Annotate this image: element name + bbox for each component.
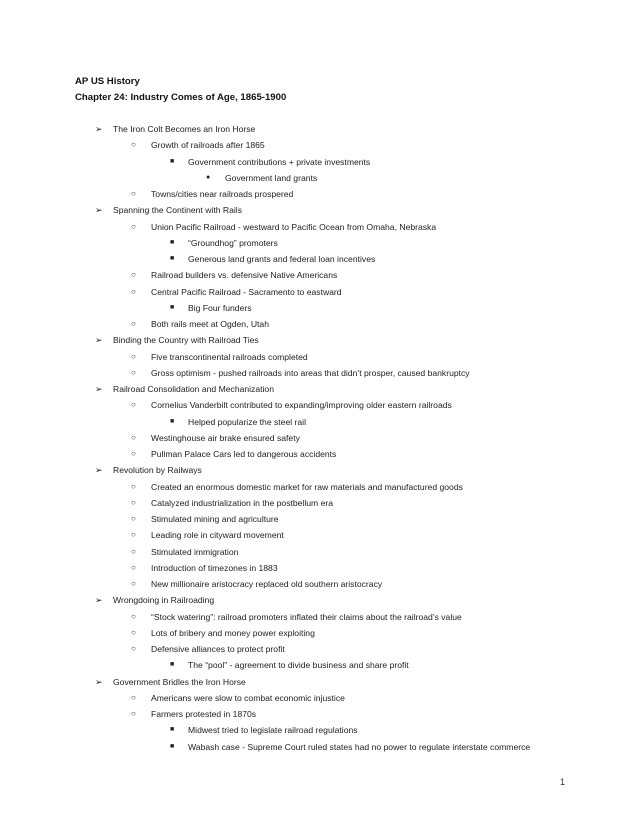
outline-item-level-2 [0, 511, 640, 527]
bullet-marker: ○ [131, 286, 136, 296]
outline-item-text: “Groundhog” promoters [188, 237, 278, 248]
outline-item-level-1 [0, 381, 640, 397]
outline-item-level-2 [0, 186, 640, 202]
bullet-marker: ■ [170, 742, 175, 750]
outline-item-text: The “pool” - agreement to divide business and share profit [188, 660, 409, 671]
bullet-marker: ○ [131, 611, 136, 621]
outline-item-level-1 [0, 674, 640, 690]
bullet-marker: ○ [131, 481, 136, 491]
outline-item-text: Binding the Country with Railroad Ties [113, 335, 259, 346]
bullet-marker: ■ [170, 417, 175, 425]
outline-item-level-2 [0, 349, 640, 365]
bullet-marker: ○ [131, 400, 136, 410]
outline-item-text: Five transcontinental railroads completed [151, 351, 308, 362]
outline-item-text: Americans were slow to combat economic injustice [151, 692, 345, 703]
bullet-marker: ○ [131, 530, 136, 540]
outline-item-text: Gross optimism - pushed railroads into areas that didn’t prosper, caused bankruptcy [151, 367, 470, 378]
bullet-marker: ○ [131, 270, 136, 280]
outline-item-level-2 [0, 690, 640, 706]
outline-item-text: Stimulated immigration [151, 546, 239, 557]
outline-item-level-2 [0, 137, 640, 153]
outline-item-level-2 [0, 267, 640, 283]
outline-item-text: Towns/cities near railroads prospered [151, 189, 294, 199]
outline-item-level-2 [0, 479, 640, 495]
bullet-marker: ○ [131, 562, 136, 572]
outline-item-text: Created an enormous domestic market for raw materials and manufactured goods [151, 481, 463, 492]
bullet-marker: ○ [131, 546, 136, 556]
outline-item-text: Railroad Consolidation and Mechanization [113, 384, 274, 394]
outline-item-level-2 [0, 609, 640, 625]
course-title: AP US History [75, 76, 140, 87]
outline-item-level-4 [0, 170, 640, 186]
bullet-marker: ■ [170, 157, 175, 165]
bullet-marker: ○ [131, 579, 136, 588]
outline-item-level-3 [0, 722, 640, 738]
bullet-marker: ➢ [95, 595, 103, 606]
outline-item-text: Stimulated mining and agriculture [151, 514, 279, 524]
chapter-title: Chapter 24: Industry Comes of Age, 1865-1900 [75, 92, 287, 103]
outline-item-text: Union Pacific Railroad - westward to Pacific Ocean from Omaha, Nebraska [151, 221, 437, 232]
outline-item-level-1 [0, 121, 640, 137]
outline-item-level-2 [0, 495, 640, 511]
bullet-marker: ○ [131, 692, 136, 702]
bullet-marker: ○ [131, 319, 136, 328]
outline-item-text: Generous land grants and federal loan incentives [188, 254, 376, 264]
bullet-marker: ○ [131, 432, 136, 442]
outline-item-level-3 [0, 251, 640, 267]
outline-item-text: Big Four funders [188, 302, 252, 313]
bullet-marker: ○ [131, 709, 136, 718]
outline-item-text: Cornelius Vanderbilt contributed to expanding/improving older eastern railroads [151, 400, 452, 411]
bullet-marker: ○ [131, 644, 136, 653]
bullet-marker: ○ [131, 627, 136, 637]
bullet-marker: ○ [131, 367, 136, 377]
outline-item-level-3 [0, 657, 640, 673]
outline-item-level-2 [0, 316, 640, 332]
outline-item-level-2 [0, 430, 640, 446]
outline-item-level-3 [0, 739, 640, 755]
outline-item-text: Central Pacific Railroad - Sacramento to eastward [151, 286, 342, 297]
outline-item-text: Revolution by Railways [113, 465, 202, 476]
outline-item-text: Westinghouse air brake ensured safety [151, 432, 300, 443]
outline-item-level-3 [0, 154, 640, 170]
outline-item-text: Government land grants [225, 172, 318, 183]
outline-item-text: Government contributions + private investments [188, 156, 371, 167]
bullet-marker: ○ [131, 351, 136, 361]
outline-item-text: Lots of bribery and money power exploiting [151, 627, 315, 638]
bullet-marker: ● [206, 173, 211, 181]
outline-item-text: New millionaire aristocracy replaced old southern aristocracy [151, 579, 383, 589]
bullet-marker: ■ [170, 238, 175, 246]
outline-item-level-2 [0, 527, 640, 543]
outline-item-text: The Iron Colt Becomes an Iron Horse [113, 124, 256, 134]
bullet-marker: ○ [131, 497, 136, 507]
bullet-marker: ➢ [95, 384, 103, 394]
outline-item-text: Leading role in cityward movement [151, 530, 284, 541]
bullet-marker: ➢ [95, 676, 103, 687]
outline-item-text: Wabash case - Supreme Court ruled states had no power to regulate interstate commerce [188, 741, 531, 752]
bullet-marker: ○ [131, 140, 136, 150]
outline-item-level-1 [0, 332, 640, 348]
outline-item-level-2 [0, 544, 640, 560]
outline-item-level-2 [0, 446, 640, 462]
outline-item-text: Railroad builders vs. defensive Native Americans [151, 270, 338, 281]
outline-item-text: Growth of railroads after 1865 [151, 140, 265, 151]
bullet-marker: ➢ [95, 205, 103, 216]
outline-item-level-2 [0, 365, 640, 381]
bullet-marker: ➢ [95, 335, 103, 346]
outline-item-level-3 [0, 235, 640, 251]
outline-item-level-2 [0, 706, 640, 722]
bullet-marker: ■ [170, 726, 175, 734]
page-number: 1 [560, 777, 566, 787]
bullet-marker: ○ [131, 449, 136, 458]
bullet-marker: ➢ [95, 124, 103, 134]
outline-item-level-1 [0, 202, 640, 218]
bullet-marker: ■ [170, 661, 175, 669]
bullet-marker: ➢ [95, 465, 103, 476]
outline-item-level-2 [0, 576, 640, 592]
outline-item-level-3 [0, 414, 640, 430]
bullet-marker: ■ [170, 255, 175, 262]
outline-item-text: Farmers protested in 1870s [151, 709, 257, 719]
outline-item-level-2 [0, 560, 640, 576]
bullet-marker: ○ [131, 189, 136, 198]
outline-item-level-1 [0, 462, 640, 478]
outline-item-level-2 [0, 641, 640, 657]
title-block [75, 74, 286, 106]
outline-item-level-2 [0, 625, 640, 641]
bullet-marker: ○ [131, 514, 136, 523]
outline-item-level-2 [0, 284, 640, 300]
outline-list [0, 121, 640, 755]
bullet-marker: ■ [170, 303, 175, 311]
outline-item-text: Government Bridles the Iron Horse [113, 676, 246, 687]
outline-item-text: Spanning the Continent with Rails [113, 205, 242, 216]
outline-item-text: Both rails meet at Ogden, Utah [151, 319, 269, 329]
outline-item-level-1 [0, 592, 640, 608]
outline-item-text: Introduction of timezones in 1883 [151, 562, 278, 573]
bullet-marker: ○ [131, 221, 136, 231]
outline-item-text: “Stock watering”: railroad promoters inflated their claims about the railroad’s value [151, 611, 462, 622]
outline-item-level-3 [0, 300, 640, 316]
outline-item-level-2 [0, 397, 640, 413]
outline-item-text: Wrongdoing in Railroading [113, 595, 215, 606]
outline-item-level-2 [0, 219, 640, 235]
outline-item-text: Midwest tried to legislate railroad regulations [188, 725, 358, 736]
outline-item-text: Helped popularize the steel rail [188, 416, 306, 427]
outline-item-text: Pullman Palace Cars led to dangerous accidents [151, 449, 337, 459]
outline-item-text: Defensive alliances to protect profit [151, 644, 285, 654]
outline-item-text: Catalyzed industrialization in the postbellum era [151, 497, 334, 508]
